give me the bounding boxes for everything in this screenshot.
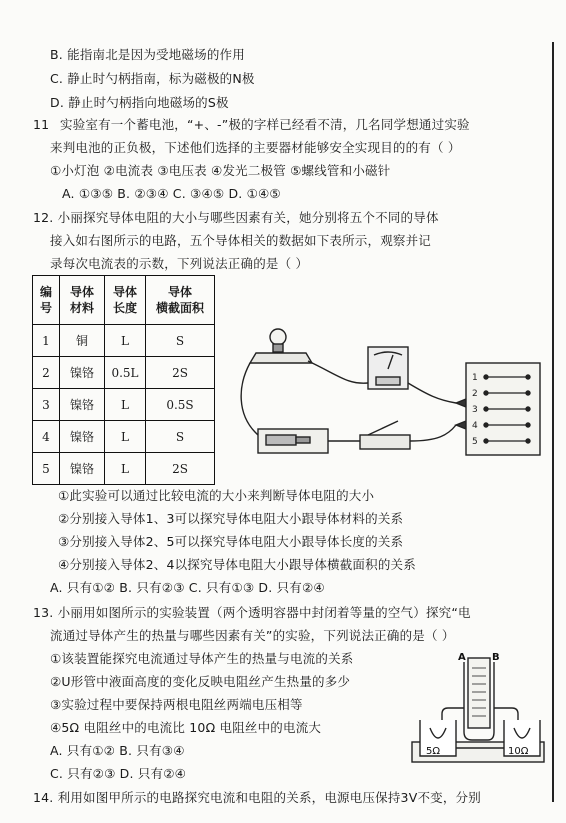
q12-statement-1: ①此实验可以通过比较电流的大小来判断导体电阻的大小 <box>58 488 375 503</box>
q13-statement-4: ④5Ω 电阻丝中的电流比 10Ω 电阻丝中的电流大 <box>50 720 322 735</box>
table-cell: 镍铬 <box>60 357 105 389</box>
q13-line1: 13. 小丽用如图所示的实验装置（两个透明容器中封闭着等量的空气）探究“电 <box>33 605 471 620</box>
q11-materials: ①小灯泡 ②电流表 ③电压表 ④发光二极管 ⑤螺线管和小磁针 <box>50 163 391 178</box>
lamp-bulb <box>270 329 286 345</box>
q12-statement-2: ②分别接入导体1、3可以探究导体电阻大小跟导体材料的关系 <box>58 511 404 526</box>
table-cell: 2 <box>33 357 60 389</box>
q12-statement-4: ④分别接入导体2、4以探究导体电阻大小跟导体横截面积的关系 <box>58 557 416 572</box>
table-cell: 镍铬 <box>60 421 105 453</box>
q13-choices-ab: A. 只有①② B. 只有③④ <box>50 743 185 758</box>
resistor-10-label: 10Ω <box>508 746 529 757</box>
q12-statement-3: ③分别接入导体2、5可以探究导体电阻大小跟导体长度的关系 <box>58 534 404 549</box>
table-cell: S <box>146 421 215 453</box>
table-cell: L <box>105 453 146 485</box>
q12-line2: 接入如右图所示的电路，五个导体相关的数据如下表所示，观察并记 <box>50 233 432 248</box>
q11-number: 11 <box>33 117 50 132</box>
header-material: 导体 材料 <box>60 276 105 325</box>
wire-number: 3 <box>472 405 478 415</box>
q10-option-c: C. 静止时勺柄指南，标为磁极的N极 <box>50 71 255 86</box>
table-cell: L <box>105 389 146 421</box>
header-number: 编 号 <box>33 276 60 325</box>
wire-number: 2 <box>472 389 478 399</box>
q13-choices-cd: C. 只有②③ D. 只有②④ <box>50 766 187 781</box>
q13-statement-3: ③实验过程中要保持两根电阻丝两端电压相等 <box>50 697 303 712</box>
wire-number: 4 <box>472 421 478 431</box>
q11-choices: A. ①③⑤ B. ②③④ C. ③④⑤ D. ①④⑤ <box>62 186 281 201</box>
q13-statement-1: ①该装置能探究电流通过导体产生的热量与电流的关系 <box>50 651 354 666</box>
table-row <box>33 389 215 421</box>
table-cell: 铜 <box>60 325 105 357</box>
table-row <box>33 325 215 357</box>
table-header-row <box>33 276 215 325</box>
table-row <box>33 357 215 389</box>
switch <box>360 435 410 449</box>
conductor-table <box>32 275 215 485</box>
q12-line3: 录每次电流表的示数，下列说法正确的是（ ） <box>50 256 309 271</box>
table-cell: 0.5L <box>105 357 146 389</box>
header-area: 导体 横截面积 <box>146 276 215 325</box>
circuit-diagram <box>228 325 546 475</box>
table-cell: 0.5S <box>146 389 215 421</box>
table-cell: S <box>146 325 215 357</box>
table-cell: 2S <box>146 453 215 485</box>
table-cell: 2S <box>146 357 215 389</box>
q10-option-b: B. 能指南北是因为受地磁场的作用 <box>50 47 245 62</box>
q10-option-d: D. 静止时勺柄指向地磁场的S极 <box>50 95 229 110</box>
table-cell: 5 <box>33 453 60 485</box>
q11-line1: 实验室有一个蓄电池，“+、-”极的字样已经看不清，几名同学想通过实验 <box>60 117 470 132</box>
lamp-board <box>250 353 312 363</box>
header-length: 导体 长度 <box>105 276 146 325</box>
table-cell: 镍铬 <box>60 389 105 421</box>
wire-number: 5 <box>472 437 478 447</box>
table-cell: L <box>105 325 146 357</box>
q12-choices: A. 只有①② B. 只有②③ C. 只有①③ D. 只有②④ <box>50 580 325 595</box>
q11-line2: 来判电池的正负极，下述他们选择的主要器材能够安全实现目的的有（ ） <box>50 140 461 155</box>
q12-line1: 12. 小丽探究导体电阻的大小与哪些因素有关，她分别将五个不同的导体 <box>33 210 439 225</box>
table-cell: 1 <box>33 325 60 357</box>
table-cell: L <box>105 421 146 453</box>
table-cell: 镍铬 <box>60 453 105 485</box>
tube-label-a: A <box>458 652 466 663</box>
table-cell: 4 <box>33 421 60 453</box>
margin-line <box>552 42 554 802</box>
scale-board <box>468 658 490 728</box>
tube-label-b: B <box>492 652 500 663</box>
resistor-5-label: 5Ω <box>426 746 441 757</box>
wire-number: 1 <box>472 373 478 383</box>
q13-statement-2: ②U形管中液面高度的变化反映电阻丝产生热量的多少 <box>50 674 351 689</box>
table-row <box>33 421 215 453</box>
q14-line1: 14. 利用如图甲所示的电路探究电流和电阻的关系，电源电压保持3V不变，分别 <box>33 790 481 805</box>
q13-line2: 流通过导体产生的热量与哪些因素有关”的实验，下列说法正确的是（ ） <box>50 628 455 643</box>
heating-apparatus-diagram <box>408 648 548 766</box>
table-cell: 3 <box>33 389 60 421</box>
table-row <box>33 453 215 485</box>
